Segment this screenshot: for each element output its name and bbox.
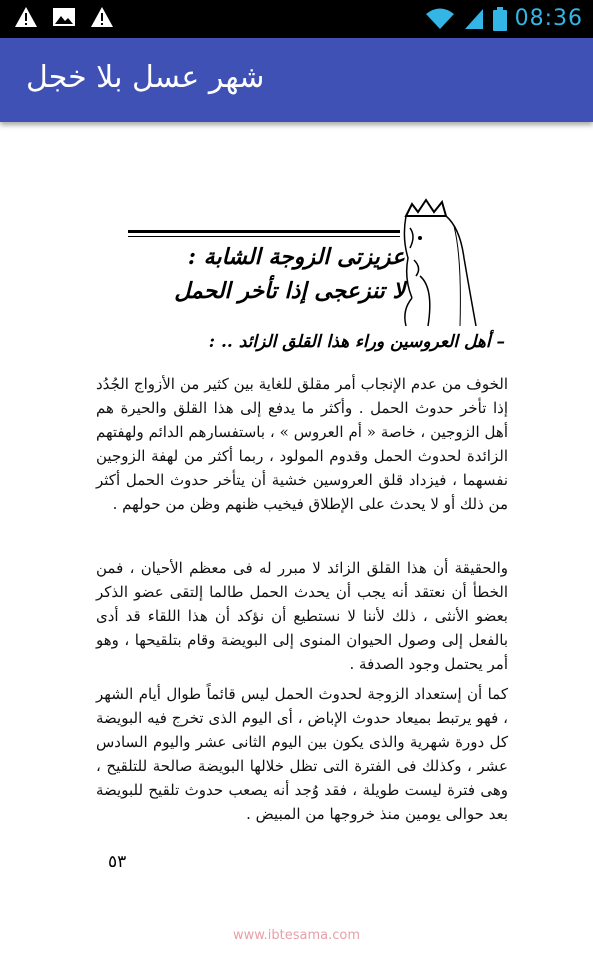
page-number: ٥٣ [108,852,127,872]
paragraph-3: كما أن إستعداد الزوجة لحدوث الحمل ليس قائماً طوال أيام الشهر ، فهو يرتبط بميعاد حدوث الإباض ، أى اليوم الذى تخرج فيه البويضة كل دورة شهرية والذى يكون بين اليوم الثانى عشر واليوم السادس عشر ، وكذلك فى الفترة التى تظل خلالها البويضة صالحة للتلقيح ، وهى فترة ليست طويلة ، فقد وُجد أنه يصعب حدوث تلقيح للبويضة بعد حوالى يومين منذ خروجها من المبيض . [96,685,508,823]
paragraph-1: الخوف من عدم الإنجاب أمر مقلق للغاية بين كثير من الأزواج الجُدُد إذا تأخر حدوث الحمل . وأكثر ما يدفع إلى هذا القلق والحيرة هم أهل الزوجين ، خاصة « أم العروس » ، باستفسارهم الدائم ولهفتهم الزائدة لحدوث الحمل وقدوم المولود ، ربما أكثر من لهفة الزوجين نفسهما ، فيزداد قلق العروسين خشية أن يتأخر حدوث الحمل أكثر من ذلك أو لا يحدث على الإطلاق فيخيب ظنهم وظن من حولهم . [96,375,508,513]
app-bar [0,38,593,122]
heading-line-2: لا تنزعجى إذا تأخر الحمل [174,278,405,304]
app-title: شهر عسل بلا خجل [26,60,265,95]
bride-illustration-icon [398,198,478,328]
system-icons [425,6,583,31]
paragraph-2: والحقيقة أن هذا القلق الزائد لا مبرر له فى معظم الأحيان ، فمن الخطأ أن نعتقد أنه يجب أن يحدث الحمل طالما إلتقى عضو الذكر بعضو الأنثى ، ذلك لأننا لا نستطيع أن نؤكد أن هذا اللقاء قد أدى بالفعل إلى وصول الحيوان المنوى إلى البويضة وقام بتلقيحها ، وهو أمر يحتمل وجود الصدفة . [96,559,508,673]
heading-line-1: عزيزتى الزوجة الشابة : [187,244,405,270]
wifi-icon [425,7,455,31]
warning-icon [90,6,114,28]
status-bar [0,0,593,38]
battery-icon [493,7,507,31]
subheading: – أهل العروسين وراء هذا القلق الزائد .. : [208,332,505,352]
book-page[interactable] [0,122,593,963]
image-icon [52,6,76,28]
clock: 08:36 [514,6,583,31]
notification-icons [14,6,114,28]
warning-icon [14,6,38,28]
watermark: www.ibtesama.com [232,928,361,943]
header-rule-thin [128,236,400,237]
header-rule [128,230,400,233]
signal-icon [463,7,485,31]
